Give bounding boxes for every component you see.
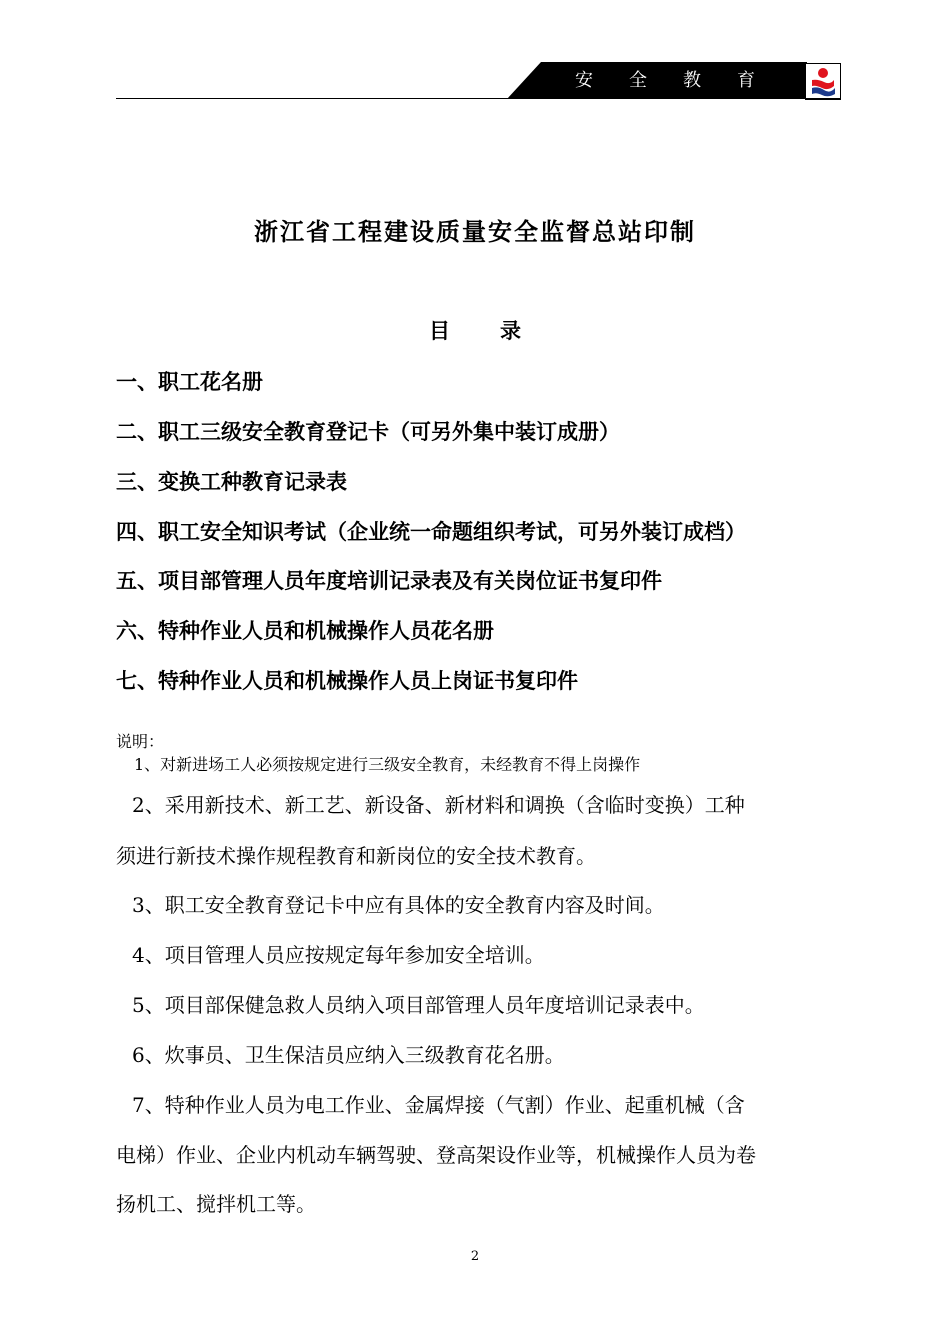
header-char: 安 (575, 70, 593, 91)
notes-label: 说明： (116, 732, 165, 751)
header-char: 教 (683, 70, 701, 91)
page-number: 2 (470, 1249, 480, 1264)
header-title (575, 62, 791, 99)
toc-heading (0, 315, 950, 345)
toc-item: 六、特种作业人员和机械操作人员花名册 (116, 618, 494, 643)
toc-heading-left: 目 (429, 318, 450, 343)
toc-item: 一、职工花名册 (116, 369, 263, 394)
logo-icon (805, 63, 841, 100)
toc-item: 五、项目部管理人员年度培训记录表及有关岗位证书复印件 (116, 568, 662, 593)
note-item: 4、项目管理人员应按规定每年参加安全培训。 (132, 943, 545, 967)
toc-item: 七、特种作业人员和机械操作人员上岗证书复印件 (116, 668, 578, 693)
toc-item: 四、职工安全知识考试（企业统一命题组织考试，可另外装订成档） (116, 519, 746, 544)
header-char: 育 (737, 70, 755, 91)
note-item: 扬机工、搅拌机工等。 (116, 1192, 316, 1216)
header-divider (116, 98, 840, 99)
toc-item: 二、职工三级安全教育登记卡（可另外集中装订成册） (116, 419, 620, 444)
note-item: 须进行新技术操作规程教育和新岗位的安全技术教育。 (116, 844, 596, 868)
header-char: 全 (629, 70, 647, 91)
note-item: 1、对新进场工人必须按规定进行三级安全教育，未经教育不得上岗操作 (134, 755, 641, 774)
note-item: 7、特种作业人员为电工作业、金属焊接（气割）作业、起重机械（含 (132, 1093, 745, 1117)
toc-heading-right: 录 (500, 318, 521, 343)
note-item: 6、炊事员、卫生保洁员应纳入三级教育花名册。 (132, 1043, 565, 1067)
note-item: 2、采用新技术、新工艺、新设备、新材料和调换（含临时变换）工种 (132, 793, 745, 817)
note-item: 5、项目部保健急救人员纳入项目部管理人员年度培训记录表中。 (132, 993, 705, 1017)
note-item: 电梯）作业、企业内机动车辆驾驶、登高架设作业等，机械操作人员为卷 (116, 1143, 756, 1167)
note-item: 3、职工安全教育登记卡中应有具体的安全教育内容及时间。 (132, 893, 665, 917)
page-title: 浙江省工程建设质量安全监督总站印制 (254, 217, 696, 246)
toc-item: 三、变换工种教育记录表 (116, 469, 347, 494)
